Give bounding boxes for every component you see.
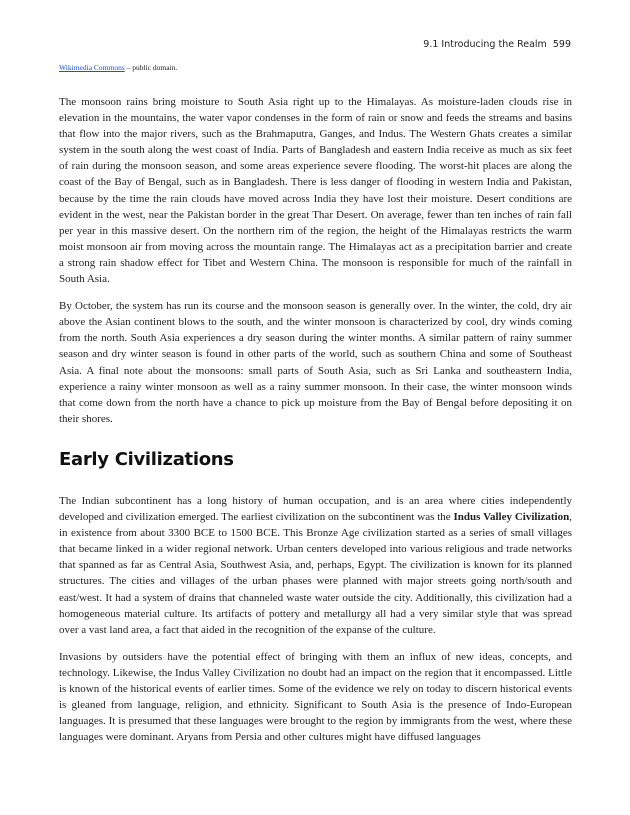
body-text [59, 94, 572, 756]
p3-text-after: , in existence from about 3300 BCE to 1500 BCE. This Bronze Age civilization started as a series of small villages that became linked in a wider regional network. Urban centers developed into various religious and trade networks that spanned as far as Central Asia, Southwest Asia, and, perhaps, Egypt. The civilization is known for its planned structures. The cities and villages of the urban phases were planned with major streets going north/south and east/west. It had a system of drains that channeled waste water outside the city. Additionally, this civilization had a homogeneous material culture. Its artifacts of pottery and metallurgy all had a very similar style that was spread over a vast land area, a fact that aided in the recognition of the expanse of the culture. [59, 511, 572, 636]
running-head [423, 39, 571, 50]
paragraph-october: By October, the system has run its course and the monsoon season is generally over. In the winter, the cold, dry air above the Asian continent blows to the south, and the winter monsoon is characterized by cool, dry winds coming from the north. South Asia experiences a dry season during the winter months. A similar pattern of rainy summer season and dry winter season is found in other parts of the world, such as southern China and some of Southeast Asia. A final note about the monsoons: small parts of South Asia, such as Sri Lanka and southeastern India, experience a rainy winter monsoon as well as a rainy summer monsoon. In their case, the winter monsoon winds that come down from the north have a chance to pick up moisture from the Bay of Bengal before depositing it on their shores. [59, 300, 572, 425]
running-head-title: 9.1 Introducing the Realm [423, 39, 547, 50]
wikimedia-commons-link[interactable]: Wikimedia Commons [59, 63, 125, 72]
p3-text-before: The Indian subcontinent has a long history of human occupation, and is an area where cities independently developed and civilization emerged. The earliest civilization on the subcontinent was the [59, 494, 572, 524]
paragraph-indus-valley [59, 493, 572, 638]
paragraph-monsoon-rains: The monsoon rains bring moisture to South Asia right up to the Himalayas. As moisture-laden clouds rise in elevation in the mountains, the water vapor condenses in the form of rain or snow and feeds the streams and basins that flow into the major rivers, such as the Brahmaputra, Ganges, and Indus. The Western Ghats creates a similar system in the south along the west coast of India. Parts of Bangladesh and eastern India receive as much as six feet of rain during the monsoon season, and some areas experience severe flooding. The worst-hit places are along the coast of the Bay of Bengal, such as in Bangladesh. There is less danger of flooding in western India and Pakistan, because by the time the rain clouds have moved across India they have lost their moisture. Desert conditions are evident in the west, near the Pakistan border in the great Thar Desert. On average, fewer than ten inches of rain fall per year in this massive desert. On the northern rim of the region, the height of the Himalayas restricts the warm moist monsoon air from moving across the mountain range. The Himalayas act as a precipitation barrier and create a strong rain shadow effect for Tibet and Western China. The monsoon is responsible for much of the rainfall in South Asia. [59, 96, 572, 286]
image-credit [59, 63, 177, 72]
key-term-indus-valley: Indus Valley Civilization [453, 511, 570, 524]
paragraph-invasions: Invasions by outsiders have the potential effect of bringing with them an influx of new ideas, concepts, and technology. Likewise, the Indus Valley Civilization no doubt had an impact on the region that it encompassed. Little is known of the historical events of earlier times. Some of the evidence we rely on today to discern historical events is gleaned from language, religion, and ethnicity. Significant to South Asia is the presence of Indo-European languages. It is presumed that these languages were brought to the region by immigrants from the west, where these languages were dominant. Aryans from Persia and other cultures might have diffused languages [59, 650, 572, 744]
page-number: 599 [552, 39, 571, 50]
credit-license: – public domain. [124, 63, 178, 72]
section-heading: Early Civilizations [59, 448, 234, 470]
